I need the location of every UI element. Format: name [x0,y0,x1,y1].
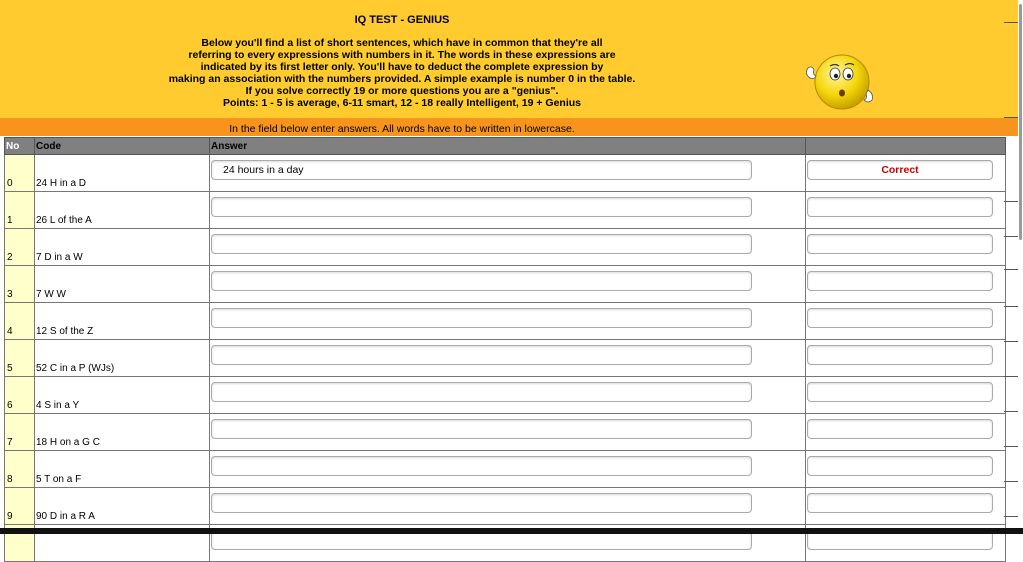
thinking-smiley-icon [802,50,878,114]
page-title: IQ TEST - GENIUS [354,14,450,26]
answer-input[interactable] [211,456,752,476]
table-row [5,377,1006,414]
header-answer: Answer [210,138,806,155]
answer-cell [210,229,806,266]
answer-cell [210,488,806,525]
answer-input[interactable] [211,308,752,328]
answer-input[interactable] [211,419,752,439]
description-line: making an association with the numbers provided. A simple example is number 0 in the table. [168,73,636,85]
question-number: 6 [5,377,35,414]
question-number: 2 [5,229,35,266]
description-line: indicated by its first letter only. You'll have to deduct the complete expression by [200,61,604,73]
answer-cell [210,451,806,488]
description-line: Points: 1 - 5 is average, 6-11 smart, 12 - 18 really Intelligent, 19 + Genius [222,97,582,109]
answer-cell [210,192,806,229]
table-row [5,192,1006,229]
answers-table [4,137,1006,562]
description-line: referring to every expressions with numbers in it. The words in these expressions are [188,49,616,61]
question-code: 12 S of the Z [35,303,210,340]
question-number: 4 [5,303,35,340]
question-number: 3 [5,266,35,303]
answer-input[interactable] [211,382,752,402]
result-cell [806,451,1006,488]
result-field[interactable] [807,271,993,291]
answer-cell [210,155,806,192]
question-number: 1 [5,192,35,229]
description-line: Below you'll find a list of short sentences, which have in common that they're all [201,37,603,49]
question-number: 0 [5,155,35,192]
result-field[interactable] [807,419,993,439]
table-row [5,488,1006,525]
question-code: 5 T on a F [35,451,210,488]
result-field[interactable] [807,456,993,476]
result-cell [806,377,1006,414]
question-code: 90 D in a R A [35,488,210,525]
answer-cell [210,377,806,414]
table-row [5,155,1006,192]
question-code: 7 W W [35,266,210,303]
header-panel [0,0,1018,118]
table-row [5,414,1006,451]
header-result [806,138,1006,155]
question-code: 18 H on a G C [35,414,210,451]
scrollbar-thumb[interactable] [1019,4,1022,240]
result-cell [806,229,1006,266]
question-number: 5 [5,340,35,377]
question-number: 8 [5,451,35,488]
result-field[interactable] [807,308,993,328]
table-row [5,340,1006,377]
table-header-row [5,138,1006,155]
table-row [5,303,1006,340]
question-number: 7 [5,414,35,451]
answer-input[interactable] [211,197,752,217]
table-row [5,229,1006,266]
instruction-text: In the field below enter answers. All words have to be written in lowercase. [229,123,575,135]
answer-input[interactable] [211,493,752,513]
table-row [5,266,1006,303]
answer-input[interactable] [211,345,752,365]
answer-input[interactable] [211,271,752,291]
question-code: 7 D in a W [35,229,210,266]
result-field[interactable] [807,493,993,513]
question-code: 4 S in a Y [35,377,210,414]
description [166,37,638,109]
result-cell [806,155,1006,192]
answer-cell [210,414,806,451]
result-field[interactable] [807,197,993,217]
result-field[interactable] [807,382,993,402]
result-field[interactable] [807,345,993,365]
result-cell [806,340,1006,377]
header-no: No [5,138,35,155]
answer-cell [210,340,806,377]
result-cell [806,488,1006,525]
result-cell [806,414,1006,451]
question-code: 52 C in a P (WJs) [35,340,210,377]
result-cell [806,192,1006,229]
result-cell [806,266,1006,303]
table-row [5,451,1006,488]
question-code: 24 H in a D [35,155,210,192]
question-number: 9 [5,488,35,525]
description-line: If you solve correctly 19 or more questions you are a "genius". [245,85,559,97]
answer-cell [210,303,806,340]
result-field[interactable] [807,160,993,180]
answer-input[interactable] [211,234,752,254]
header-code: Code [35,138,210,155]
answer-cell [210,266,806,303]
answer-input[interactable] [211,160,752,180]
question-code: 26 L of the A [35,192,210,229]
result-cell [806,303,1006,340]
bottom-edge [0,528,1023,534]
result-field[interactable] [807,234,993,254]
